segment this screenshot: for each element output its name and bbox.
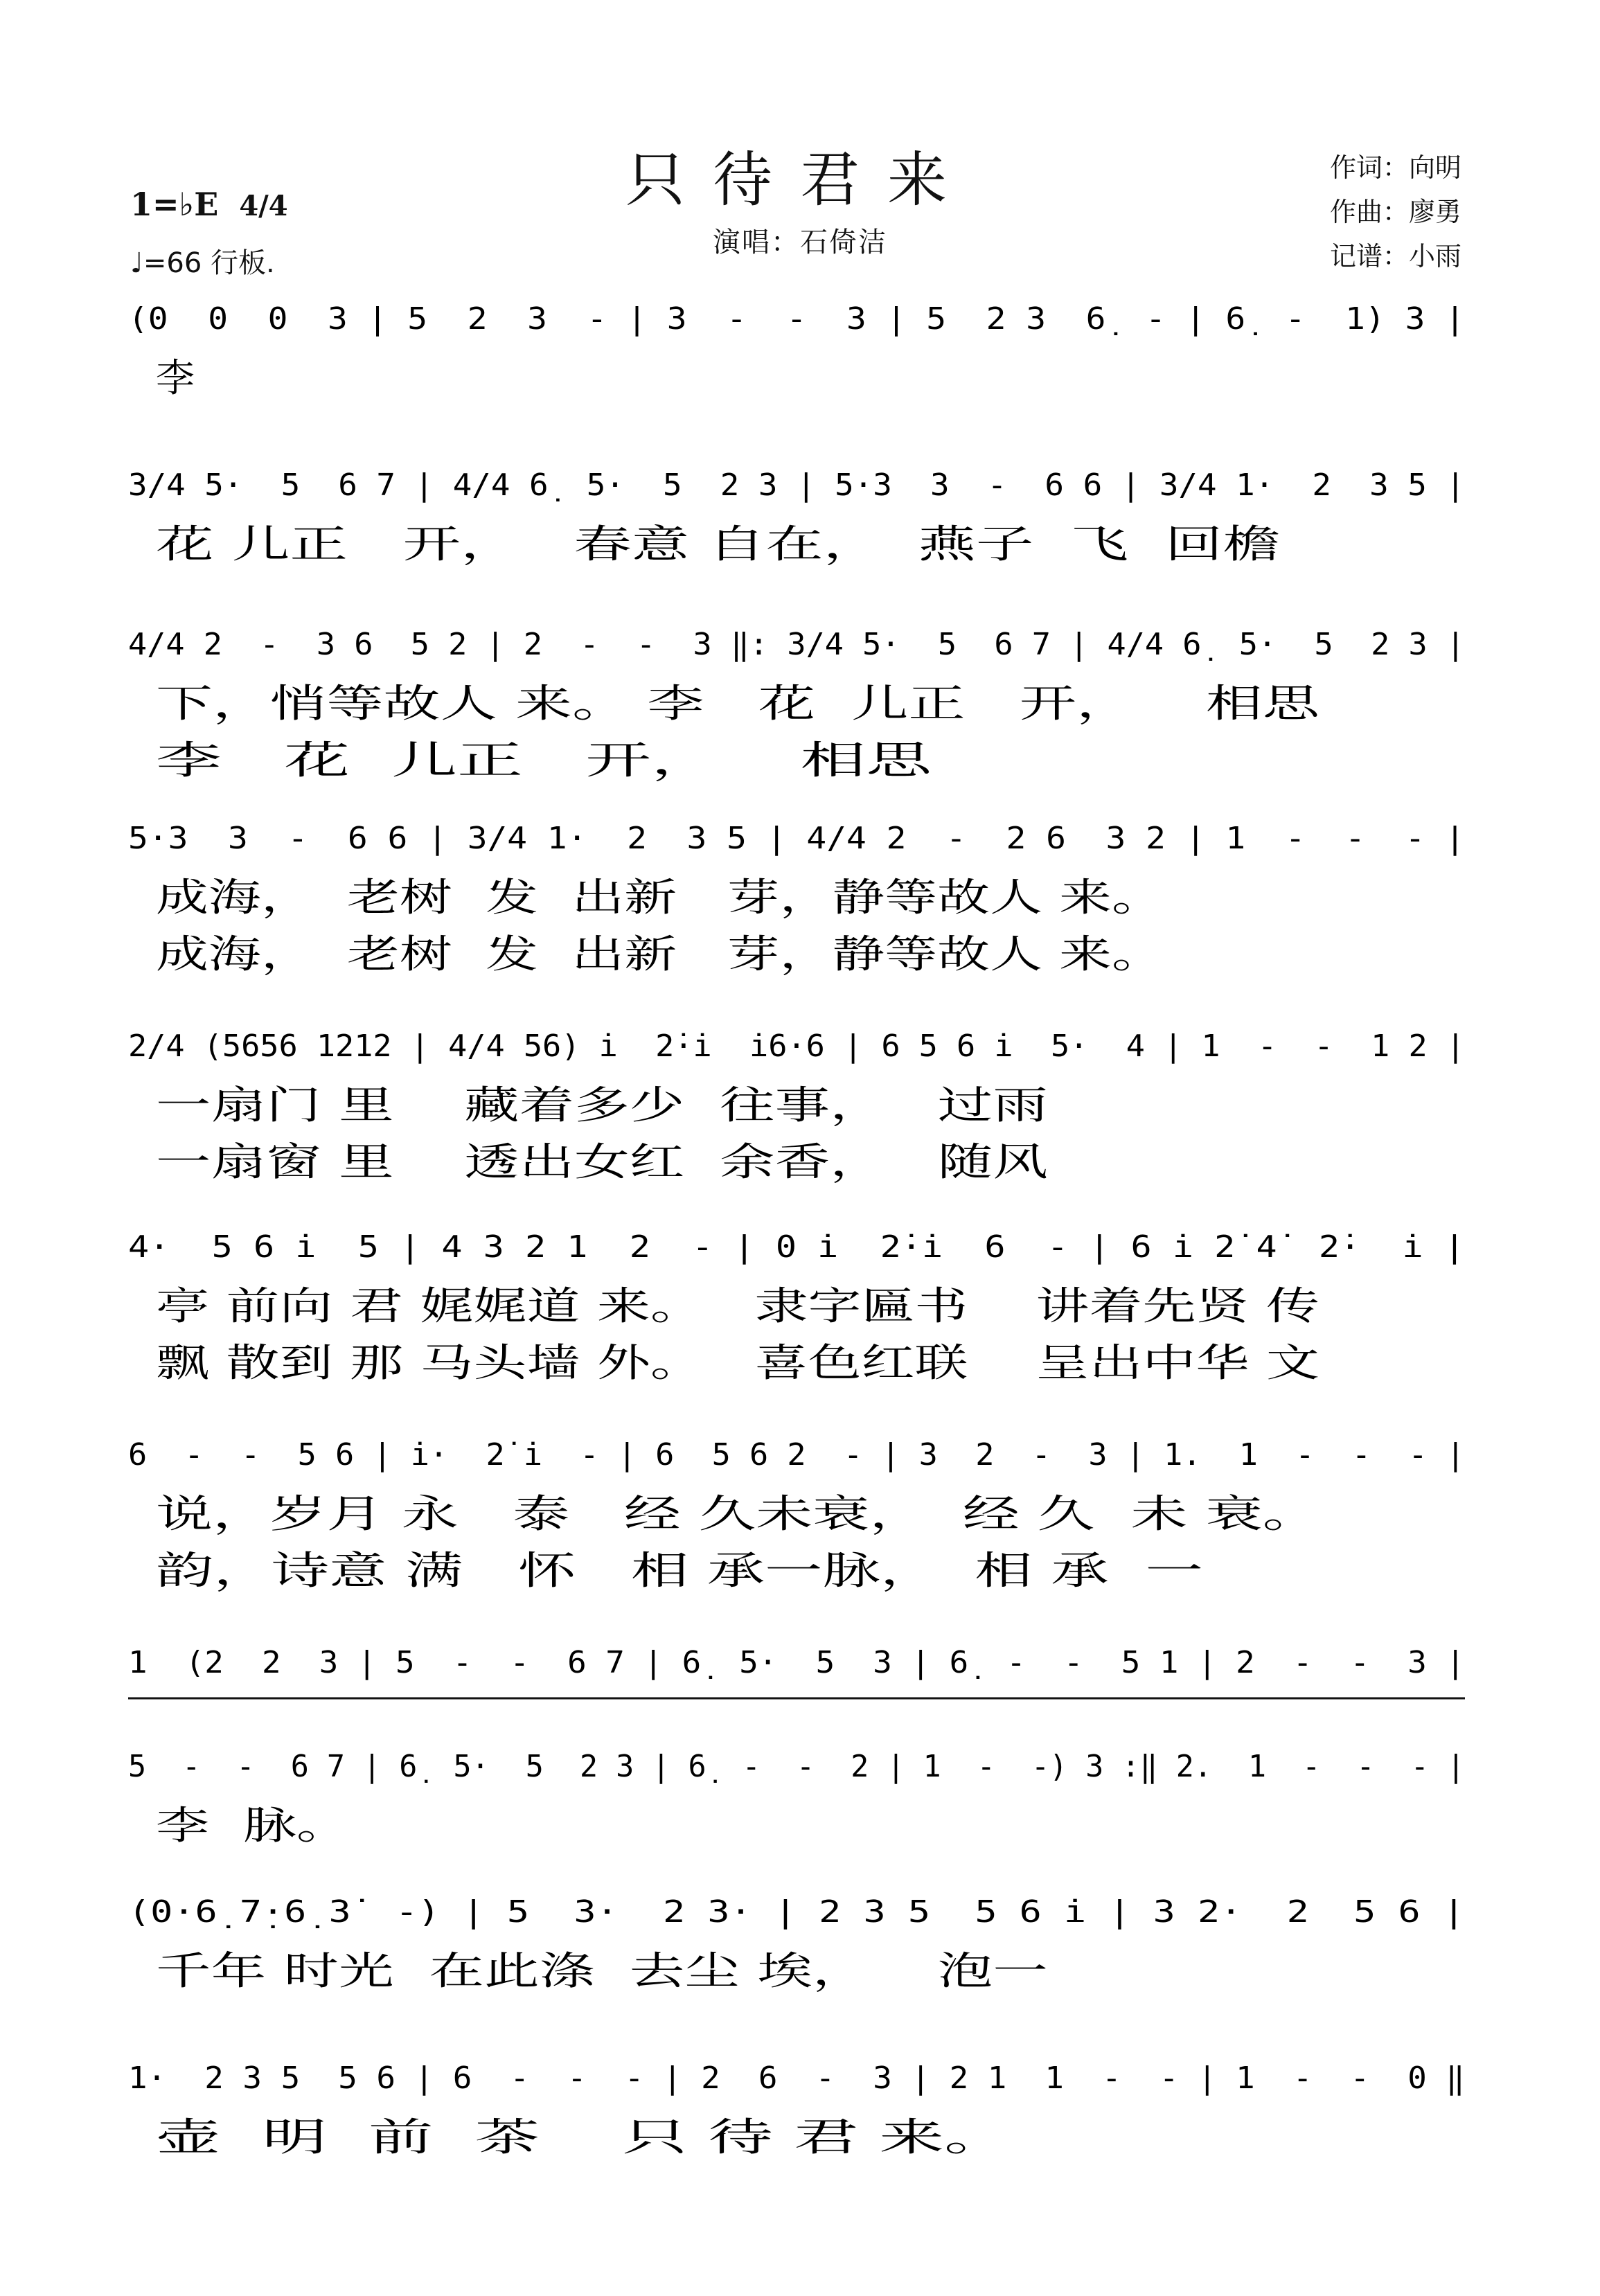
lyric-line: 一扇窗 里 透出女红 余香， 随风 [156,1140,1048,1185]
lyric-line: 亭 前向 君 娓娓道 来。 隶字匾书 讲着先贤 传 [156,1284,1320,1329]
composer-credit: 作曲：廖勇 [1329,197,1461,227]
notation-line: 1 (2 2 3 | 5 - - 6 7 | 6̣ 5· 5 3 | 6̣ - - 5 1 | 2 - - 3 | [128,1645,1465,1680]
notation-line: (0·6̣ 7̣·6̣ 3̇ -) | 5 3· 2 3· | 2 3 5 5 6 i̇ | 3 2· 2 5 6 | [128,1894,1465,1930]
notation-line: 5·3 3 - 6 6 | 3/4 1· 2 3 5 | 4/4 2 - 2 6 3 2 | 1 - - - | [128,821,1465,856]
lyric-line: 李 脉。 [156,1804,350,1849]
lyric-line: 下，悄等故人 来。 李 花 儿正 开， 相思 [156,682,1322,727]
lyric-line: 飘 散到 那 马头墙 外。 喜色红联 呈出中华 文 [156,1341,1320,1386]
transcriber-credit: 记谱：小雨 [1329,241,1461,272]
notation-line: (0 0 0 3 | 5 2 3 - | 3 - - 3 | 5 2 3 6̣ - | 6̣ - 1) 3 | [128,301,1465,337]
lyric-line: 千年 时光 在此涤 去尘 埃， 泡一 [156,1949,1048,1994]
lyric-line: 成海， 老树 发 出新 芽，静等故人 来。 [156,932,1164,977]
lyric-line: 韵，诗意 满 怀 相 承一脉， 相 承 一 [156,1549,1203,1594]
lyric-line: 壶 明 前 茶 只 待 君 来。 [156,2115,1009,2160]
notation-line: 1· 2 3 5 5 6 | 6 - - - | 2 6 - 3 | 2 1 1 - - | 1 - - 0 ‖ [128,2061,1465,2096]
singer-credit: 演唱：石倚洁 [713,226,887,258]
notation-line: 4· 5 6 i̇ 5 | 4 3 2 1 2 - | 0 i̇ 2̇·i̇ 6 - | 6 i̇ 2̇ 4̇ 2̇· i̇ | [128,1229,1465,1265]
notation-line: 2/4 (5656 1212 | 4/4 56) i̇ 2̇·i̇ i̇6·6 | 6 5 6 i̇ 5· 4 | 1 - - 1 2 | [128,1029,1465,1064]
tempo-marking: ♩=66 行板. [130,247,275,279]
lyric-line: 李 花 儿正 开， 相思 [156,738,934,783]
lyric-line: 成海， 老树 发 出新 芽，静等故人 来。 [156,875,1164,920]
key-label: 1=♭E [130,186,219,223]
notation-line: 5 - - 6 7 | 6̣ 5· 5 2 3 | 6̣ - - 2 | 1 - -) 3 :‖ 2. 1 - - - | [128,1749,1465,1784]
page-title: 只待君来 [625,145,975,215]
lyric-line: 李 [156,356,195,401]
lyric-line: 一扇门 里 藏着多少 往事， 过雨 [156,1083,1048,1128]
lyric-line: 花 儿正 开， 春意 自在， 燕子 飞 回檐 [156,522,1281,567]
lyric-line: 说，岁月 永 泰 经 久未衰， 经 久 未 衰。 [156,1492,1319,1537]
notation-line: 6 - - 5 6 | i̇· 2̇ i̇ - | 6 5 6 2 - | 3 2 - 3 | 1. 1 - - - | [128,1437,1465,1472]
time-signature: 4/4 [239,190,288,222]
notation-line: 3/4 5· 5 6 7 | 4/4 6̣ 5· 5 2 3 | 5·3 3 - 6 6 | 3/4 1· 2 3 5 | [128,468,1465,503]
notation-line: 4/4 2 - 3 6 5 2 | 2 - - 3 ‖: 3/4 5· 5 6 7 | 4/4 6̣ 5· 5 2 3 | [128,627,1465,662]
lyricist-credit: 作词：向明 [1329,152,1461,183]
